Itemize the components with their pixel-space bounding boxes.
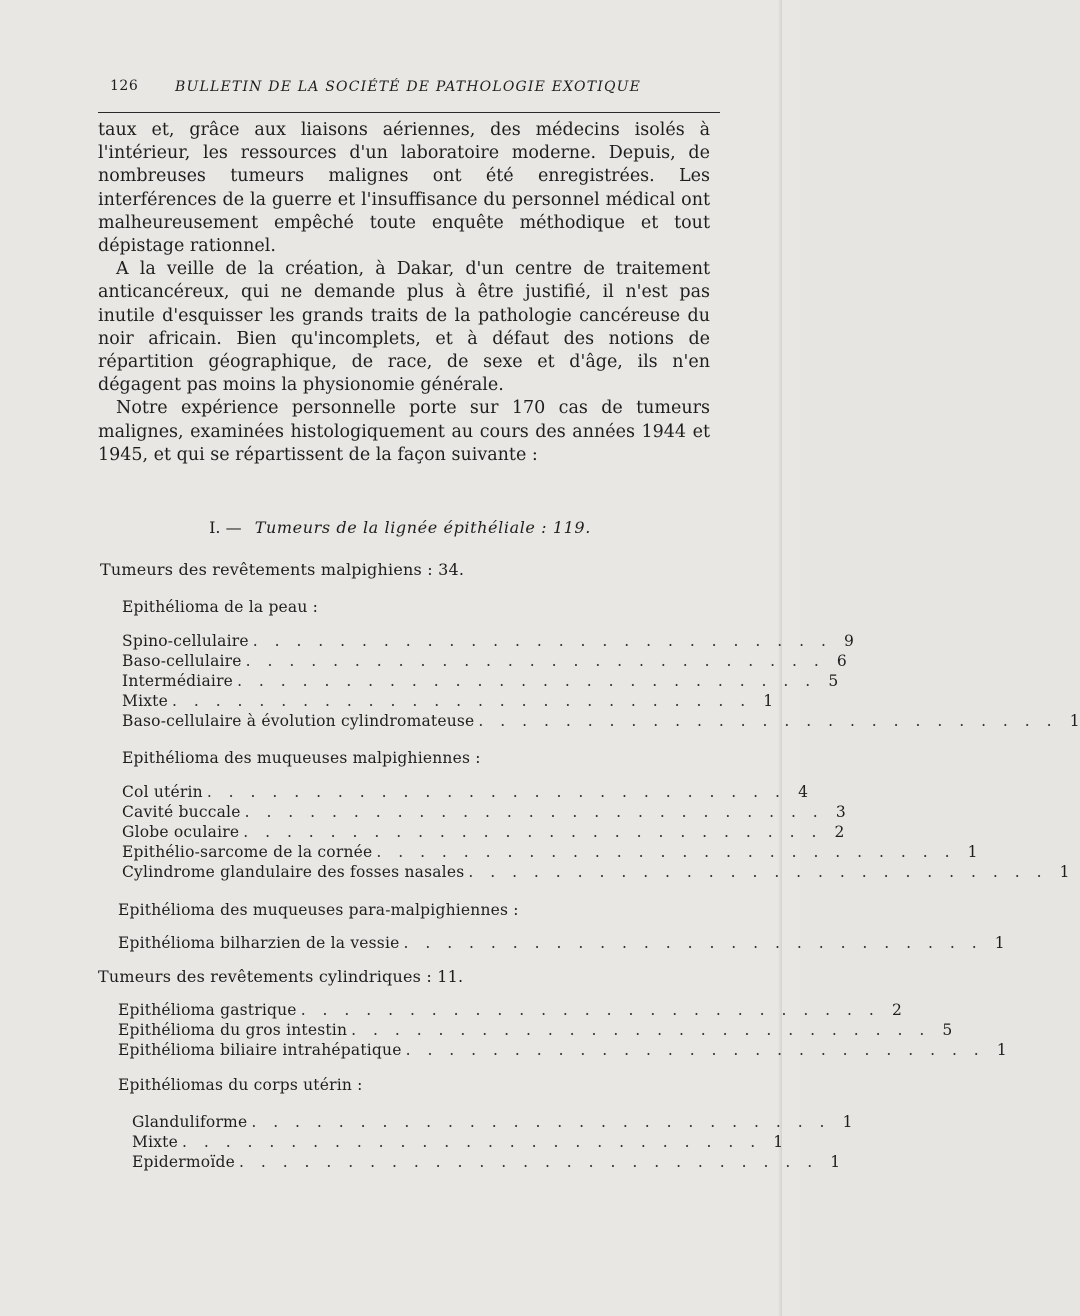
- header-rule: [98, 112, 720, 113]
- list-item: [132, 1153, 841, 1172]
- page-header: [110, 78, 720, 102]
- leader-dots: . . . . . . . . . . . . . . . . . . . . . . . . . . .: [251, 1113, 831, 1131]
- subgroup-title-uterine: Epithéliomas du corps utérin :: [118, 1076, 363, 1094]
- item-label: Spino-cellulaire: [122, 632, 249, 650]
- leader-dots: . . . . . . . . . . . . . . . . . . . . . . . . . . .: [351, 1021, 931, 1039]
- group-title-malpighian: Tumeurs des revêtements malpighiens : 34.: [100, 560, 465, 579]
- body-text: [98, 119, 710, 467]
- list-item: [132, 1133, 784, 1152]
- item-count: 3: [835, 803, 846, 821]
- leader-dots: . . . . . . . . . . . . . . . . . . . . . . . . . . .: [206, 783, 786, 801]
- page-number: 126: [110, 78, 139, 94]
- item-count: 1: [994, 934, 1005, 952]
- item-count: 1: [996, 1041, 1007, 1059]
- list-item: [118, 934, 1005, 953]
- leader-dots: . . . . . . . . . . . . . . . . . . . . . . . . . . .: [300, 1001, 880, 1019]
- item-label: Cavité buccale: [122, 803, 241, 821]
- item-label: Col utérin: [122, 783, 203, 801]
- item-count: 6: [836, 652, 847, 670]
- item-count: 1: [830, 1153, 841, 1171]
- list-item: [122, 672, 839, 691]
- item-label: Epithélioma du gros intestin: [118, 1021, 348, 1039]
- item-label: Cylindrome glandulaire des fosses nasales: [122, 863, 465, 881]
- list-item: [122, 692, 774, 711]
- subgroup-title-mucous: Epithélioma des muqueuses malpighiennes :: [122, 749, 481, 767]
- subgroup-title-para: Epithélioma des muqueuses para-malpighiennes :: [118, 901, 519, 919]
- running-title: BULLETIN DE LA SOCIÉTÉ DE PATHOLOGIE EXOTIQUE: [175, 79, 642, 95]
- item-count: 5: [828, 672, 839, 690]
- leader-dots: . . . . . . . . . . . . . . . . . . . . . . . . . . .: [405, 1041, 985, 1059]
- group-title-cylindrical: Tumeurs des revêtements cylindriques : 11.: [98, 967, 464, 986]
- leader-dots: . . . . . . . . . . . . . . . . . . . . . . . . . . .: [171, 692, 752, 710]
- item-count: 1: [773, 1133, 784, 1151]
- list-item: [122, 823, 845, 842]
- item-label: Mixte: [132, 1133, 178, 1151]
- item-label: Intermédiaire: [122, 672, 234, 690]
- leader-dots: . . . . . . . . . . . . . . . . . . . . . . . . . . .: [245, 652, 825, 670]
- list-item: [118, 1041, 1007, 1060]
- item-count: 1: [967, 843, 978, 861]
- list-item: [118, 1021, 953, 1040]
- paragraph-3: Notre expérience personnelle porte sur 170 cas de tumeurs malignes, examinées histologiquement au cours des années 1944 et 1945, et qui se répartissent de la façon suivante :: [98, 398, 710, 465]
- list-item: [122, 843, 978, 862]
- leader-dots: . . . . . . . . . . . . . . . . . . . . . . . . . . .: [403, 934, 983, 952]
- list-item: [122, 632, 854, 651]
- item-label: Baso-cellulaire à évolution cylindromateuse: [122, 712, 475, 730]
- leader-dots: . . . . . . . . . . . . . . . . . . . . . . . . . . .: [181, 1133, 762, 1151]
- item-count: 1: [1059, 863, 1070, 881]
- item-label: Epithélioma bilharzien de la vessie: [118, 934, 400, 952]
- paragraph-2: A la veille de la création, à Dakar, d'un centre de traitement anticancéreux, qui ne demande plus à être justifié, il n'est pas inutile d'esquisser les grands traits de la pathologie cancéreuse du noir africain. Bien qu'incomplets, et à défaut des notions de répartition géographique, de race, de sexe et d'âge, ils n'en dégagent pas moins la physionomie générale.: [98, 259, 710, 396]
- item-label: Baso-cellulaire: [122, 652, 242, 670]
- list-item: [132, 1113, 853, 1132]
- item-count: 1: [1069, 712, 1080, 730]
- item-label: Epidermoïde: [132, 1153, 235, 1171]
- item-count: 5: [942, 1021, 953, 1039]
- section-number: I. —: [209, 518, 242, 537]
- item-label: Epithélioma biliaire intrahépatique: [118, 1041, 402, 1059]
- item-label: Epithélio-sarcome de la cornée: [122, 843, 373, 861]
- item-count: 2: [834, 823, 845, 841]
- list-item: [122, 783, 808, 802]
- list-item: [122, 803, 846, 822]
- item-count: 1: [842, 1113, 853, 1131]
- item-count: 4: [798, 783, 808, 801]
- section-heading: [0, 518, 800, 537]
- list-item: [118, 1001, 902, 1020]
- item-label: Glanduliforme: [132, 1113, 248, 1131]
- item-label: Mixte: [122, 692, 168, 710]
- leader-dots: . . . . . . . . . . . . . . . . . . . . . . . . . . .: [243, 823, 823, 841]
- item-count: 1: [763, 692, 774, 710]
- item-count: 9: [844, 632, 854, 650]
- list-item: [122, 652, 847, 671]
- leader-dots: . . . . . . . . . . . . . . . . . . . . . . . . . . .: [244, 803, 824, 821]
- leader-dots: . . . . . . . . . . . . . . . . . . . . . . . . . . .: [238, 1153, 819, 1171]
- section-title: Tumeurs de la lignée épithéliale : 119.: [254, 518, 591, 537]
- item-label: Epithélioma gastrique: [118, 1001, 297, 1019]
- leader-dots: . . . . . . . . . . . . . . . . . . . . . . . . . . .: [237, 672, 817, 690]
- item-count: 2: [891, 1001, 902, 1019]
- item-label: Globe oculaire: [122, 823, 240, 841]
- leader-dots: . . . . . . . . . . . . . . . . . . . . . . . . . . .: [478, 712, 1058, 730]
- list-item: [122, 863, 1070, 882]
- leader-dots: . . . . . . . . . . . . . . . . . . . . . . . . . . .: [252, 632, 832, 650]
- list-item: [122, 712, 1080, 731]
- subgroup-title-skin: Epithélioma de la peau :: [122, 598, 319, 616]
- paragraph-1: taux et, grâce aux liaisons aériennes, des médecins isolés à l'intérieur, les ressources d'un laboratoire moderne. Depuis, de nombreuses tumeurs malignes ont été enregistrées. Les interférences de la guerre et l'insuffisance du personnel médical ont malheureusement empêché toute enquête méthodique et tout dépistage rationnel.: [98, 120, 710, 257]
- leader-dots: . . . . . . . . . . . . . . . . . . . . . . . . . . .: [376, 843, 956, 861]
- leader-dots: . . . . . . . . . . . . . . . . . . . . . . . . . . .: [468, 863, 1048, 881]
